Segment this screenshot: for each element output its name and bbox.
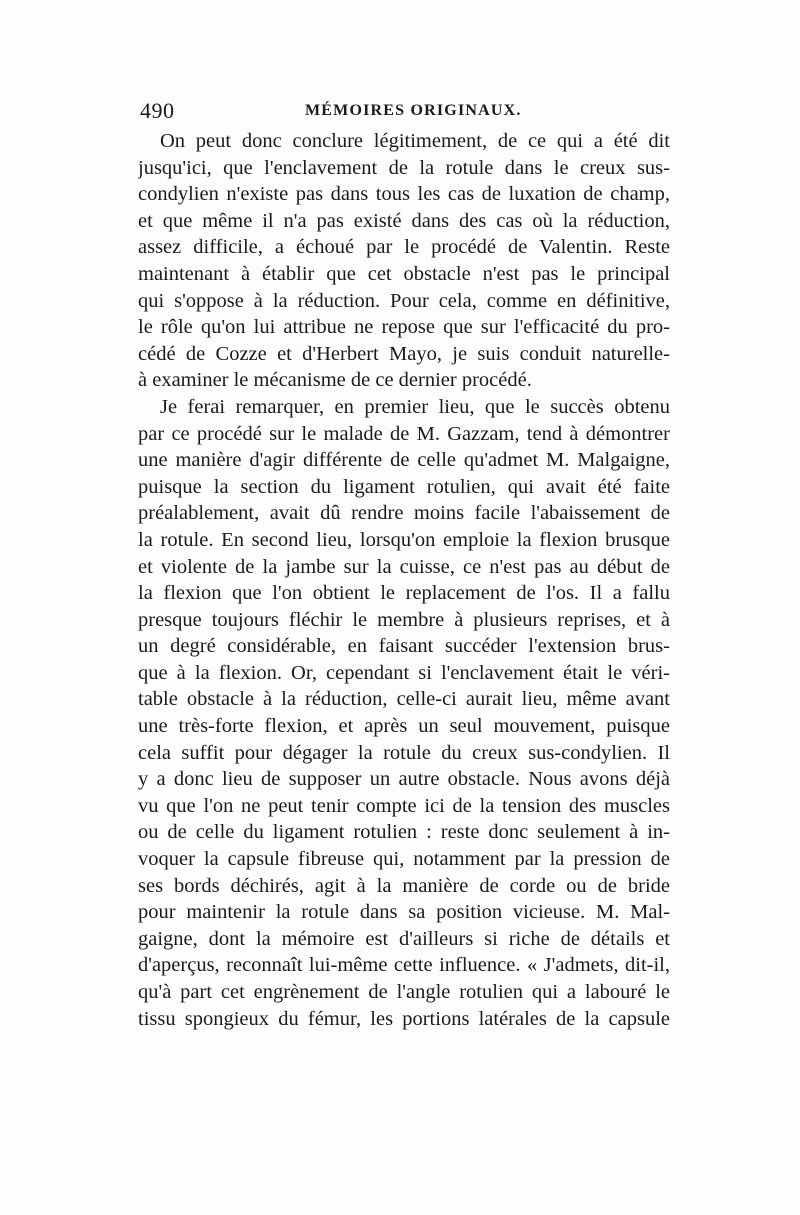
text-line: une manière d'agir différente de celle qu'admet M. Malgaigne, xyxy=(138,449,670,472)
text-line: ses bords déchirés, agit à la manière de corde ou de bride xyxy=(138,874,670,897)
paragraph-1 xyxy=(138,128,670,394)
text-line: et violente de la jambe sur la cuisse, ce n'est pas au début de xyxy=(138,555,670,578)
body-text xyxy=(138,128,670,1032)
text-line: le rôle qu'on lui attribue ne repose que sur l'efficacité du pro- xyxy=(138,316,670,339)
page-number: 490 xyxy=(140,98,175,123)
text-line: On peut donc conclure légitimement, de ce qui a été dit xyxy=(160,130,670,152)
text-line: Je ferai remarquer, en premier lieu, que le succès obtenu xyxy=(160,395,670,418)
text-line: cela suffit pour dégager la rotule du creux sus-condylien. Il xyxy=(138,741,670,764)
text-line: qu'à part cet engrènement de l'angle rotulien qui a labouré le xyxy=(138,981,670,1003)
text-line: une très-forte flexion, et après un seul mouvement, puisque xyxy=(138,715,670,738)
text-line: vu que l'on ne peut tenir compte ici de la tension des muscles xyxy=(138,794,670,817)
text-line: qui s'oppose à la réduction. Pour cela, comme en définitive, xyxy=(138,289,670,312)
paragraph-2 xyxy=(138,394,670,1032)
running-head: MÉMOIRES ORIGINAUX. xyxy=(305,102,522,119)
text-line: assez difficile, a échoué par le procédé de Valentin. Reste xyxy=(138,236,670,259)
text-line: puisque la section du ligament rotulien, qui avait été faite xyxy=(138,475,670,498)
text-line: condylien n'existe pas dans tous les cas de luxation de champ, xyxy=(138,183,670,206)
text-line: cédé de Cozze et d'Herbert Mayo, je suis conduit naturelle- xyxy=(138,342,670,365)
text-line: un degré considérable, en faisant succéder l'extension brus- xyxy=(138,635,670,658)
text-line: voquer la capsule fibreuse qui, notamment par la pression de xyxy=(138,848,670,871)
text-line: y a donc lieu de supposer un autre obstacle. Nous avons déjà xyxy=(138,768,670,791)
text-line: par ce procédé sur le malade de M. Gazzam, tend à démontrer xyxy=(138,422,670,445)
text-line: d'aperçus, reconnaît lui-même cette influence. « J'admets, dit-il, xyxy=(138,954,670,977)
text-line: gaigne, dont la mémoire est d'ailleurs si riche de détails et xyxy=(138,927,670,950)
text-line: jusqu'ici, que l'enclavement de la rotule dans le creux sus- xyxy=(138,156,670,179)
text-line: tissu spongieux du fémur, les portions latérales de la capsule xyxy=(138,1007,670,1030)
text-line: que à la flexion. Or, cependant si l'enclavement était le véri- xyxy=(138,661,670,684)
text-line: ou de celle du ligament rotulien : reste donc seulement à in- xyxy=(138,821,670,844)
text-line: préalablement, avait dû rendre moins facile l'abaissement de xyxy=(138,502,670,525)
text-line: et que même il n'a pas existé dans des cas où la réduction, xyxy=(138,209,670,232)
text-line: la flexion que l'on obtient le replacement de l'os. Il a fallu xyxy=(138,582,670,605)
text-line: maintenant à établir que cet obstacle n'est pas le principal xyxy=(138,262,670,285)
text-line: la rotule. En second lieu, lorsqu'on emploie la flexion brusque xyxy=(138,528,670,551)
text-line: presque toujours fléchir le membre à plusieurs reprises, et à xyxy=(138,608,670,631)
page-header xyxy=(140,98,670,126)
text-line: à examiner le mécanisme de ce dernier procédé. xyxy=(138,369,532,392)
text-line: table obstacle à la réduction, celle-ci aurait lieu, même avant xyxy=(138,688,670,711)
text-line: pour maintenir la rotule dans sa position vicieuse. M. Mal- xyxy=(138,901,670,924)
